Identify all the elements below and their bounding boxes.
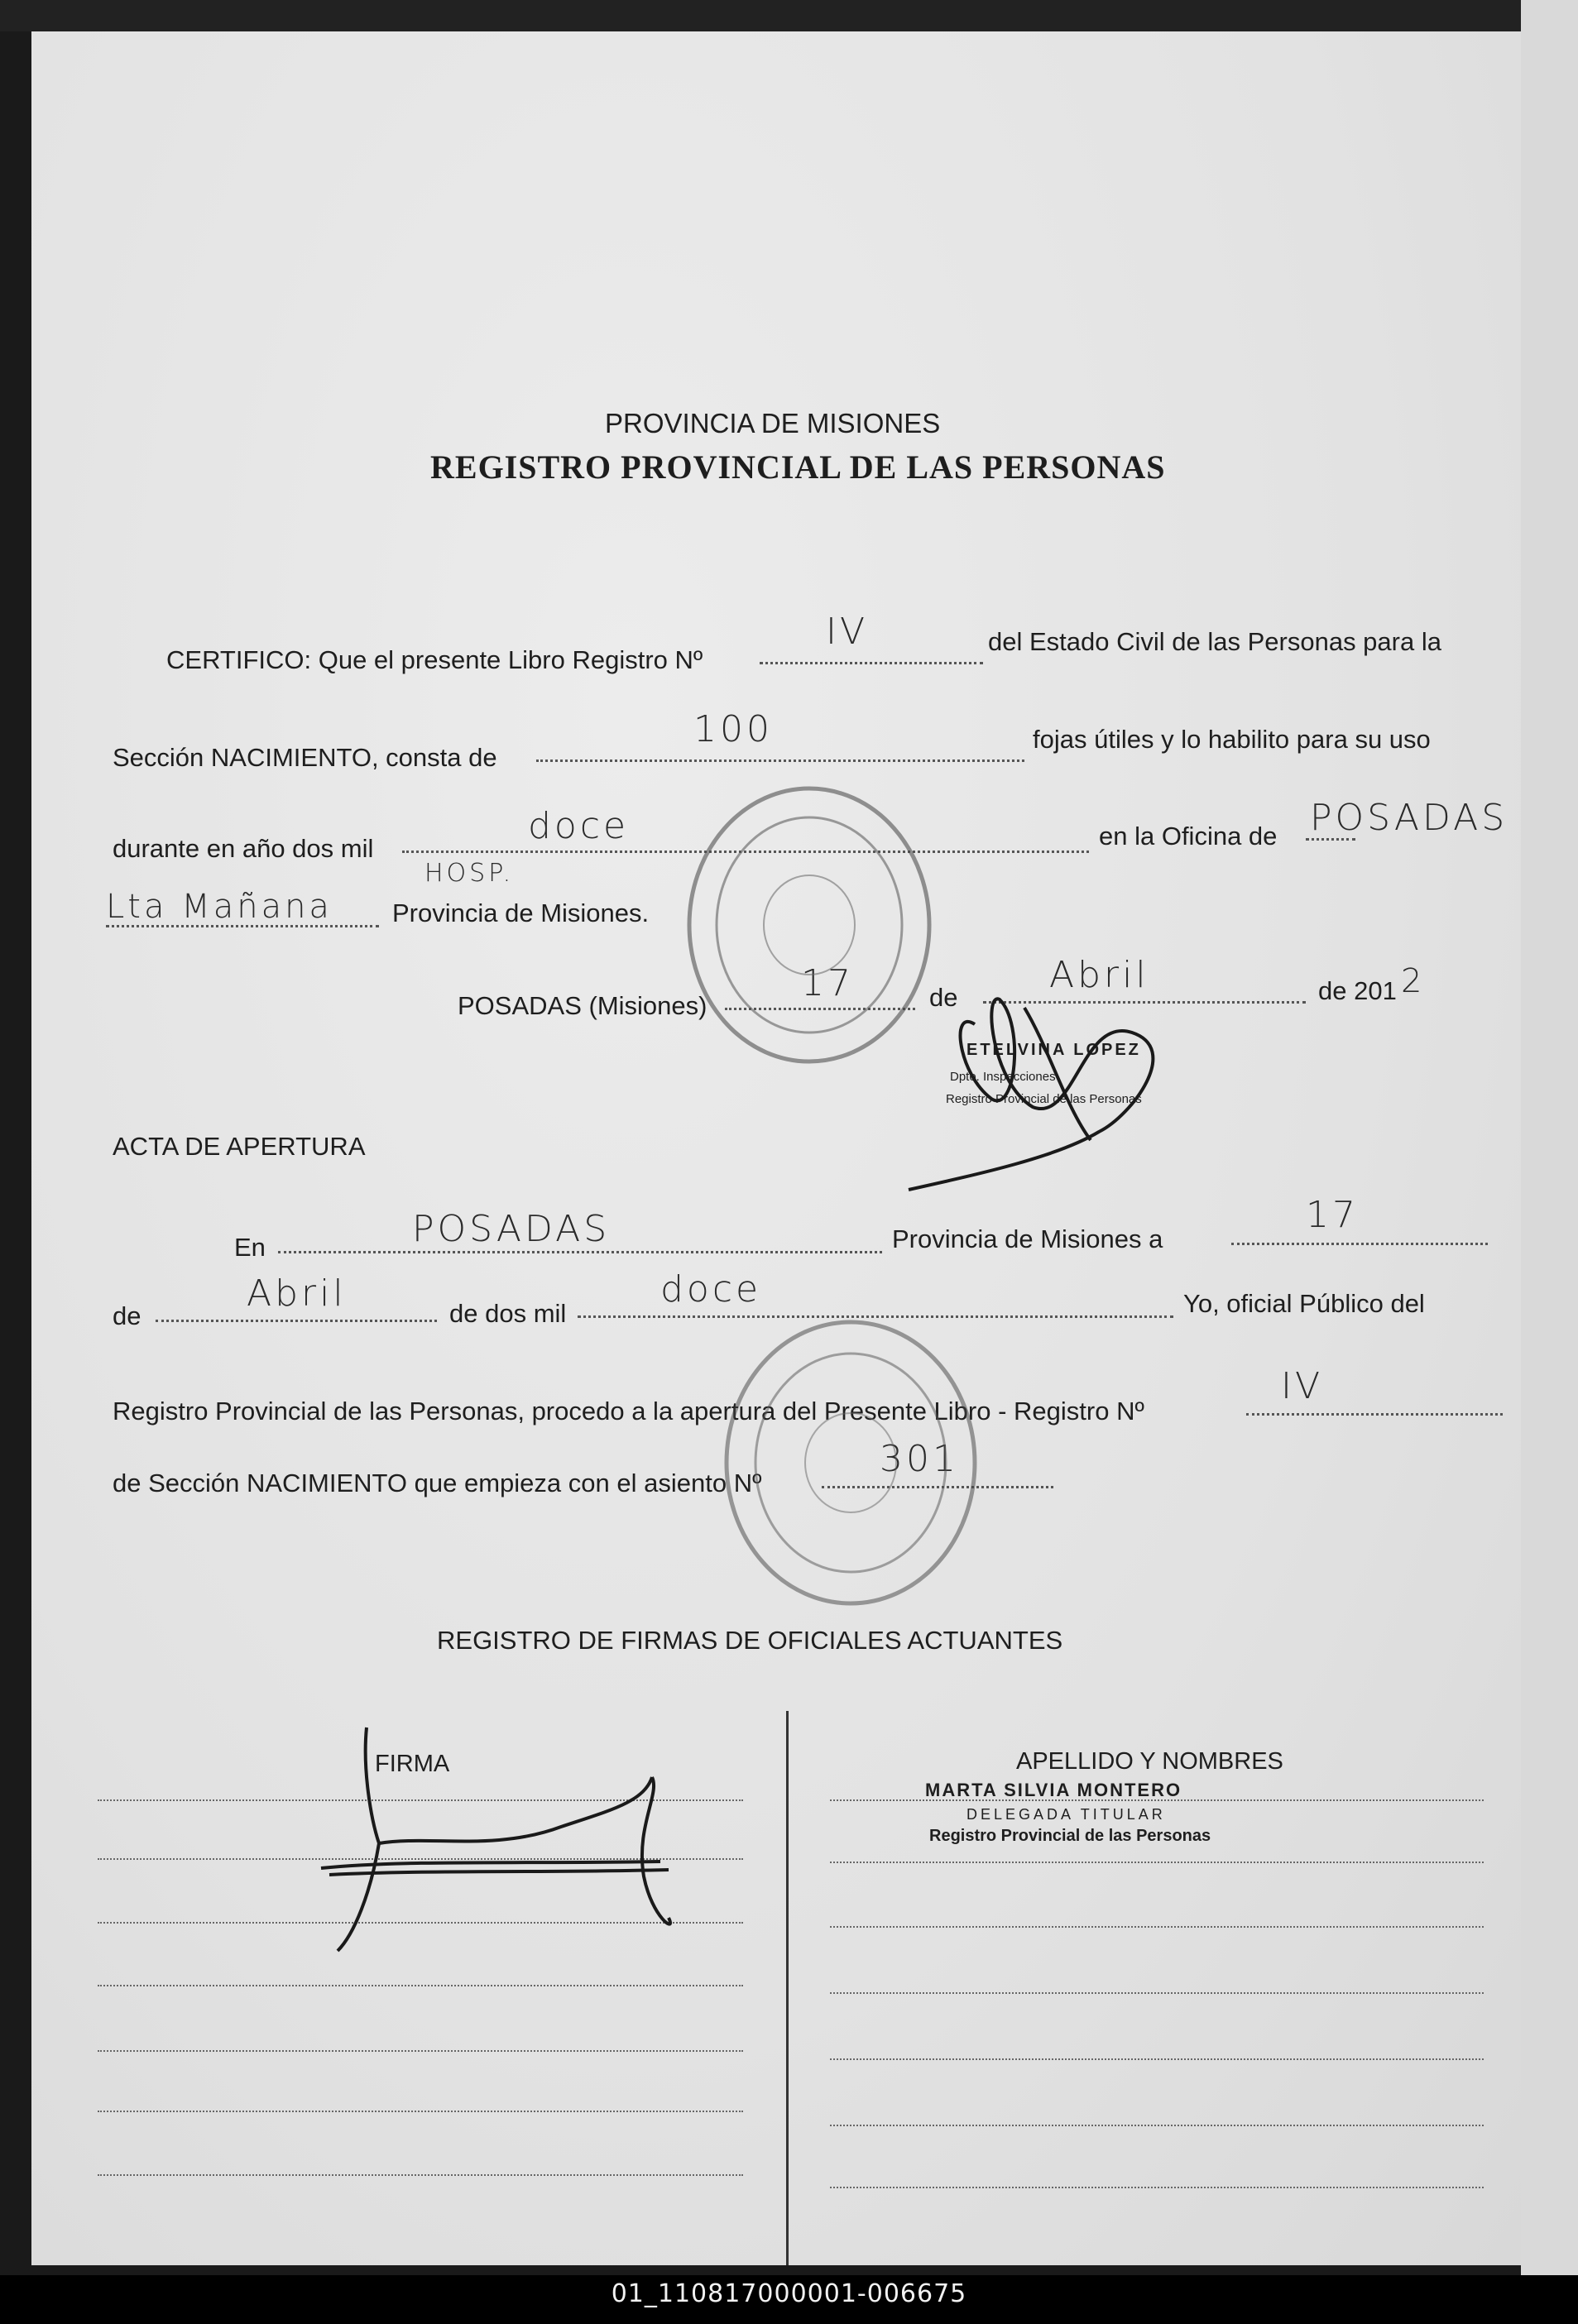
document-id: 01_110817000001-006675	[611, 2279, 967, 2308]
certificate-line2-suffix: fojas útiles y lo habilito para su uso	[1033, 725, 1431, 754]
opening-heading: ACTA DE APERTURA	[113, 1132, 366, 1161]
opening-line1-prefix: En	[234, 1233, 266, 1262]
round-seal-top	[689, 788, 929, 1061]
opening-line3-text: Registro Provincial de las Personas, procedo a la apertura del Presente Libro - Registro Nº	[113, 1397, 1144, 1426]
signatures-heading: REGISTRO DE FIRMAS DE OFICIALES ACTUANTES	[437, 1626, 1063, 1655]
certificate-line1-prefix: CERTIFICO: Que el presente Libro Registro Nº	[166, 645, 703, 674]
place-handwritten: Lta Mañana	[106, 888, 333, 926]
registry-title: REGISTRO PROVINCIAL DE LAS PERSONAS	[430, 448, 1166, 486]
opening-day-handwritten: 17	[1306, 1194, 1359, 1236]
province-title: PROVINCIA DE MISIONES	[605, 408, 941, 438]
opening-line1-mid: Provincia de Misiones a	[892, 1224, 1163, 1253]
book-number-handwritten: IV	[826, 611, 869, 653]
official-stamp-dept: Dpto. Inspecciones	[950, 1070, 1056, 1084]
official-signature	[909, 999, 1153, 1190]
opening-line4-text: de Sección NACIMIENTO que empieza con el asiento Nº	[113, 1469, 762, 1497]
certificate-line3-prefix: durante en año dos mil	[113, 834, 374, 863]
delegate-stamp-office: Registro Provincial de las Personas	[929, 1827, 1211, 1845]
names-column-header: APELLIDO Y NOMBRES	[1016, 1748, 1283, 1775]
pages-handwritten: 100	[693, 708, 773, 750]
stamps-and-signatures	[31, 31, 1521, 2265]
opening-line2-prefix: de	[113, 1301, 141, 1330]
date-city: POSADAS (Misiones)	[458, 991, 707, 1020]
document-page	[31, 31, 1521, 2265]
year-handwritten: doce	[528, 805, 630, 847]
opening-month-handwritten: Abril	[247, 1272, 347, 1315]
certificate-line1-suffix: del Estado Civil de las Personas para la	[988, 627, 1441, 656]
opening-city-handwritten: POSADAS	[412, 1208, 611, 1250]
date-year-prefix: de 201	[1318, 976, 1397, 1005]
date-month-handwritten: Abril	[1049, 954, 1149, 996]
official-stamp-name: ETELVINA LOPEZ	[966, 1041, 1141, 1059]
round-seal-bottom	[727, 1322, 975, 1603]
scan-right-edge	[1521, 0, 1578, 2275]
opening-line2-suffix: Yo, oficial Público del	[1183, 1289, 1425, 1318]
date-year-digit: 2	[1401, 962, 1426, 1000]
office-handwritten: POSADAS	[1310, 797, 1508, 839]
scan-top-edge	[0, 0, 1578, 31]
firma-column-header: FIRMA	[375, 1751, 450, 1777]
opening-year-handwritten: doce	[660, 1268, 762, 1311]
date-day-handwritten: 17	[801, 962, 854, 1004]
delegate-stamp-title: DELEGADA TITULAR	[966, 1806, 1166, 1823]
certificate-line2-prefix: Sección NACIMIENTO, consta de	[113, 743, 497, 772]
opening-line2-mid: de dos mil	[449, 1299, 567, 1328]
certificate-line4-suffix: Provincia de Misiones.	[392, 898, 650, 927]
date-de: de	[929, 983, 958, 1012]
opening-book-handwritten: IV	[1281, 1365, 1324, 1407]
delegate-stamp-name: MARTA SILVIA MONTERO	[925, 1780, 1182, 1800]
firma-signature	[321, 1727, 670, 1951]
office-label: en la Oficina de	[1099, 822, 1278, 851]
opening-entry-handwritten: 301	[880, 1438, 959, 1480]
official-stamp-office: Registro Provincial de las Personas	[946, 1092, 1142, 1106]
hosp-handwritten: HOSP.	[424, 859, 515, 888]
